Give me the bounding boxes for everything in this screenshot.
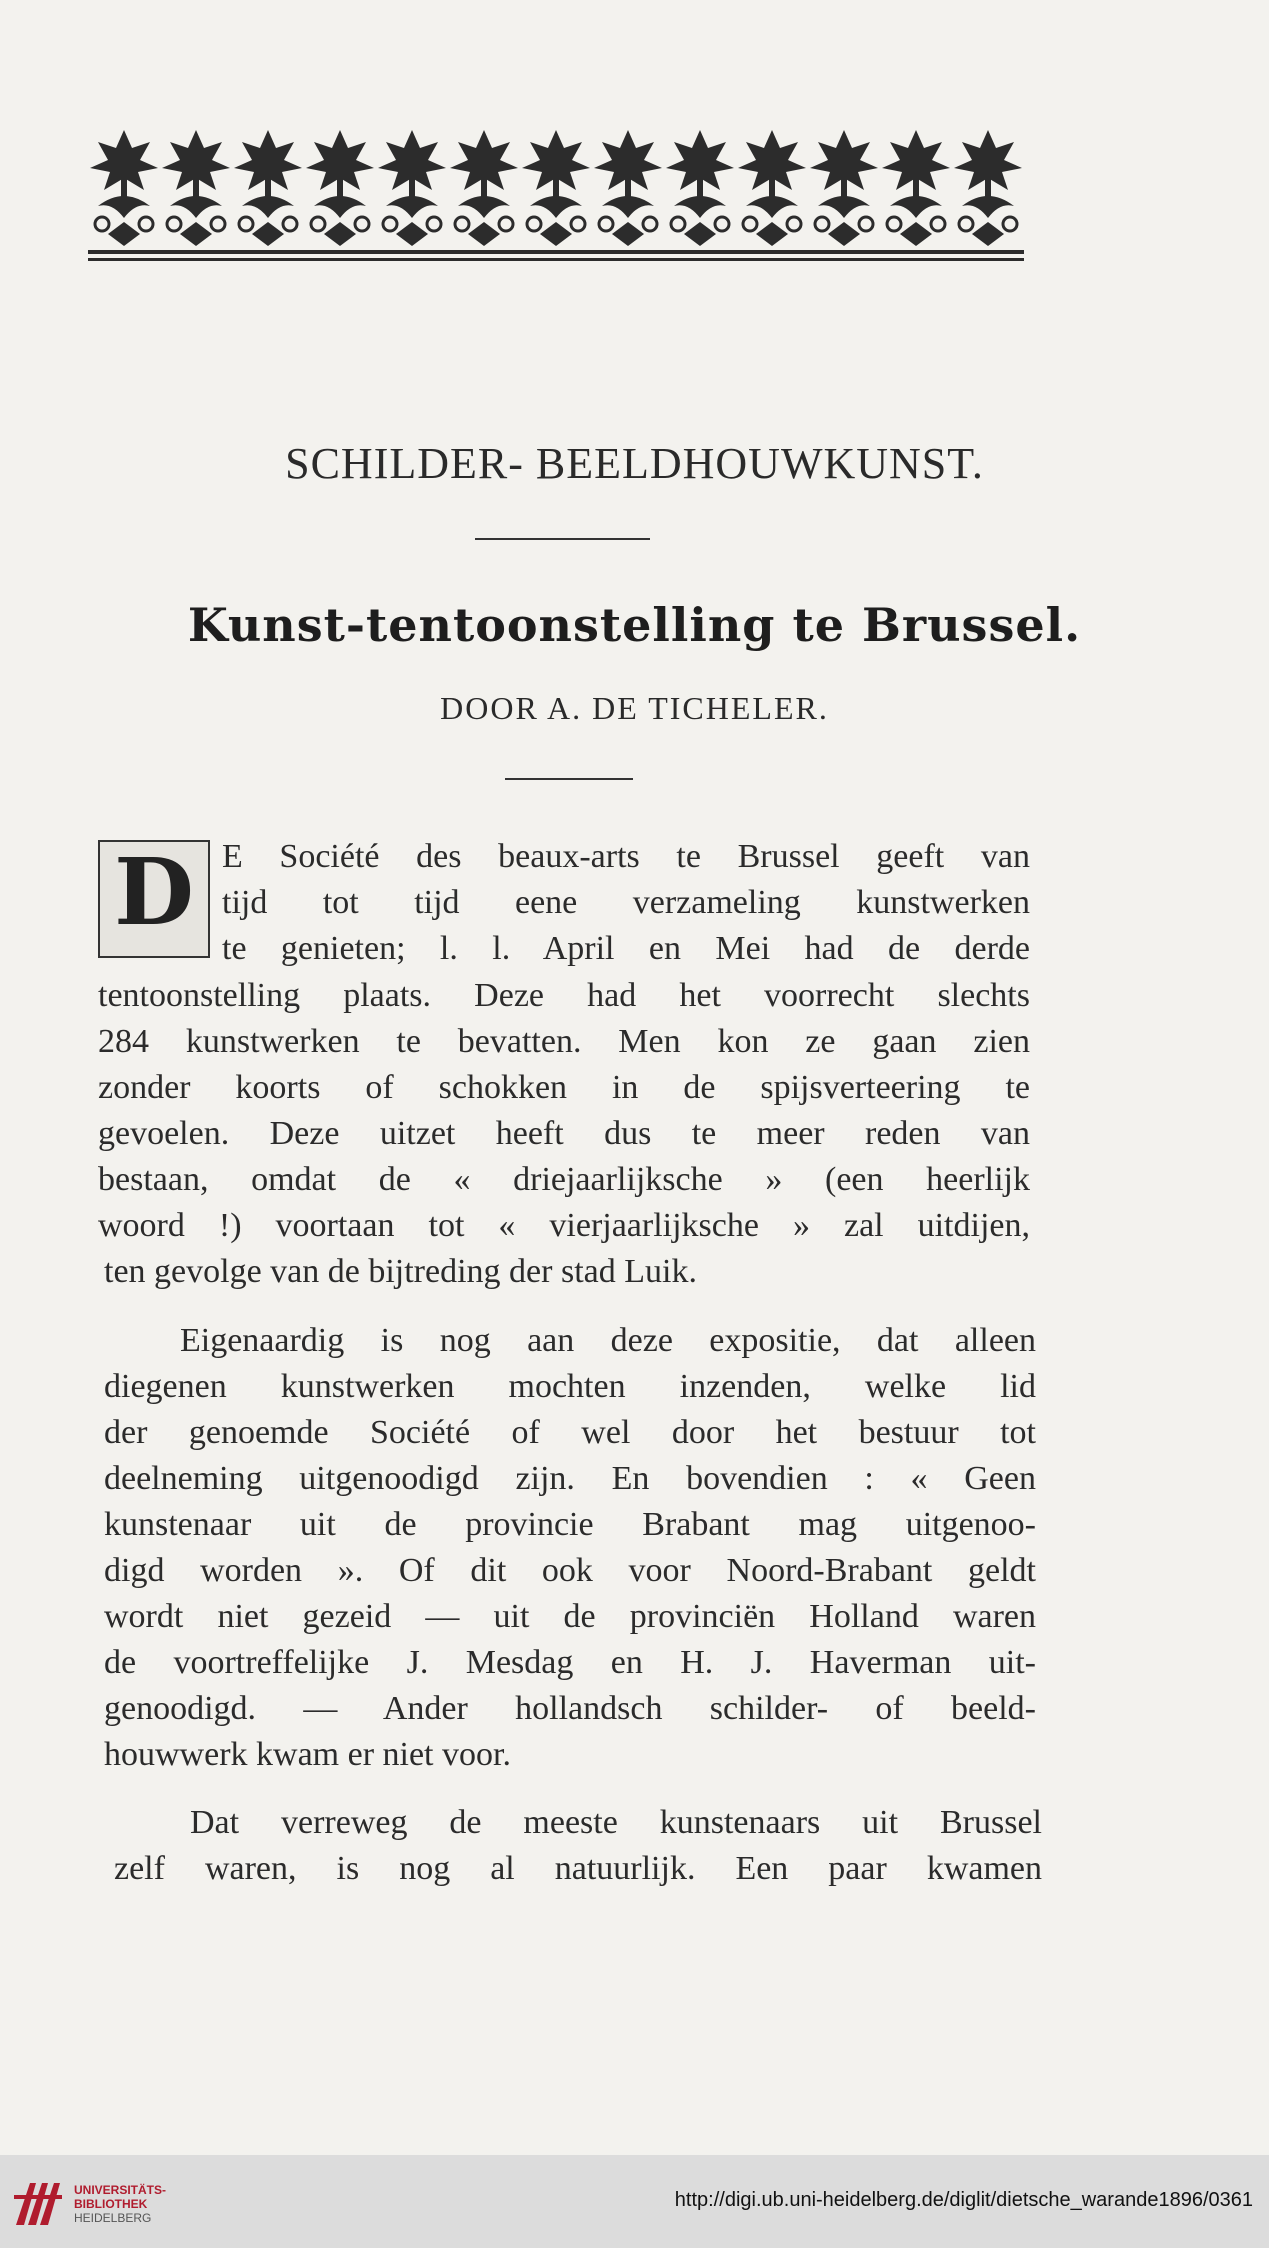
text-line: gevoelen. Deze uitzet heeft dus te meer reden van bbox=[98, 1115, 1030, 1152]
text-line: wordt niet gezeid — uit de provinciën Holland waren bbox=[104, 1598, 1036, 1635]
digitization-footer bbox=[0, 2155, 1269, 2248]
divider-rule bbox=[475, 538, 650, 540]
text-line: tentoonstelling plaats. Deze had het voorrecht slechts bbox=[98, 977, 1030, 1014]
decorative-header-ornament bbox=[88, 128, 1024, 263]
text-line: Dat verreweg de meeste kunstenaars uit Brussel bbox=[190, 1804, 1042, 1841]
text-line: 284 kunstwerken te bevatten. Men kon ze gaan zien bbox=[98, 1023, 1030, 1060]
library-logo-icon bbox=[12, 2175, 64, 2229]
text-line: ten gevolge van de bijtreding der stad Luik. bbox=[104, 1253, 697, 1290]
text-line: digd worden ». Of dit ook voor Noord-Brabant geldt bbox=[104, 1552, 1036, 1589]
library-name bbox=[74, 2183, 166, 2225]
text-line: deelneming uitgenoodigd zijn. En bovendien : « Geen bbox=[104, 1460, 1036, 1497]
text-line: der genoemde Société of wel door het bestuur tot bbox=[104, 1414, 1036, 1451]
library-name-line: HEIDELBERG bbox=[74, 2211, 152, 2225]
text-line: kunstenaar uit de provincie Brabant mag uitgenoo- bbox=[104, 1506, 1036, 1543]
library-name-line: UNIVERSITÄTS- bbox=[74, 2183, 167, 2197]
decorated-initial bbox=[98, 840, 210, 958]
library-name-line: BIBLIOTHEK bbox=[74, 2197, 148, 2211]
text-line: zonder koorts of schokken in de spijsverteering te bbox=[98, 1069, 1030, 1106]
text-line: diegenen kunstwerken mochten inzenden, welke lid bbox=[104, 1368, 1036, 1405]
text-line: Eigenaardig is nog aan deze expositie, dat alleen bbox=[180, 1322, 1036, 1359]
text-line: E Société des beaux-arts te Brussel geeft van bbox=[222, 838, 1030, 875]
article-title: Kunst-tentoonstelling te Brussel. bbox=[187, 598, 1082, 652]
text-line: woord !) voortaan tot « vierjaarlijksche » zal uitdijen, bbox=[98, 1207, 1030, 1244]
text-line: houwwerk kwam er niet voor. bbox=[104, 1736, 511, 1773]
text-line: genoodigd. — Ander hollandsch schilder- of beeld- bbox=[104, 1690, 1036, 1727]
text-line: bestaan, omdat de « driejaarlijksche » (een heerlijk bbox=[98, 1161, 1030, 1198]
section-heading: SCHILDER- BEELDHOUWKUNST. bbox=[285, 439, 984, 488]
initial-letter: D bbox=[114, 838, 194, 946]
text-line: te genieten; l. l. April en Mei had de derde bbox=[222, 930, 1030, 967]
permalink-url[interactable]: http://digi.ub.uni-heidelberg.de/diglit/dietsche_warande1896/0361 bbox=[674, 2189, 1253, 2211]
text-line: tijd tot tijd eene verzameling kunstwerken bbox=[222, 884, 1030, 921]
byline: DOOR A. DE TICHELER. bbox=[440, 690, 829, 726]
text-line: zelf waren, is nog al natuurlijk. Een paar kwamen bbox=[114, 1850, 1042, 1887]
divider-rule bbox=[505, 778, 633, 780]
text-line: de voortreffelijke J. Mesdag en H. J. Haverman uit- bbox=[104, 1644, 1036, 1681]
